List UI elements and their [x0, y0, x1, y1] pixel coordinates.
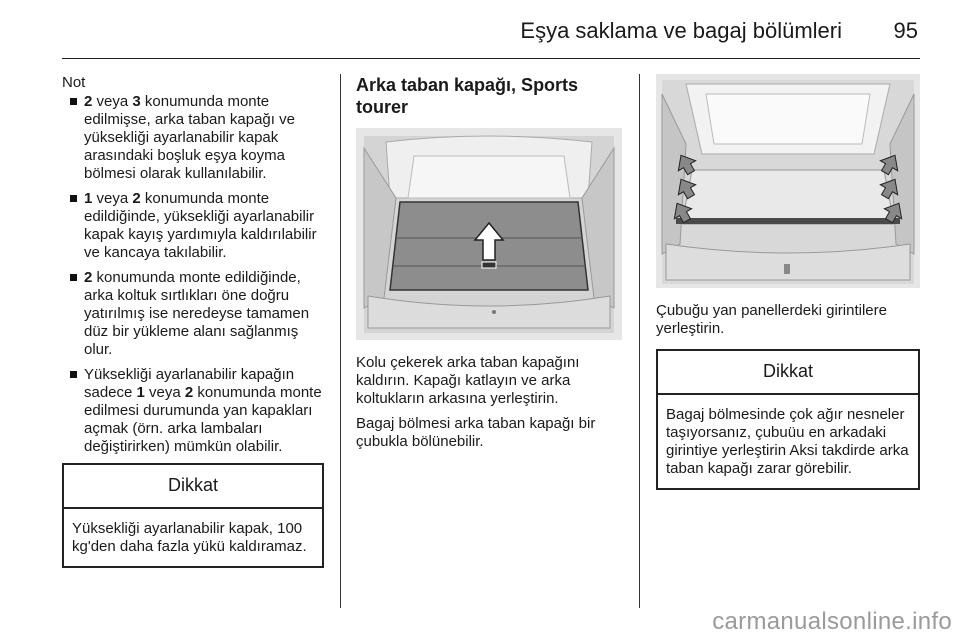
column-right: [656, 74, 920, 490]
page-number: 95: [893, 18, 918, 43]
note-label: Not: [62, 74, 86, 91]
column-divider: [639, 74, 640, 608]
paragraph: Bagaj bölmesi arka taban kapağı bir çubukla bölünebilir.: [356, 415, 596, 450]
caution-box: [656, 349, 920, 490]
section-heading: Arka taban kapağı, Sports tourer: [356, 75, 579, 117]
paragraph: Kolu çekerek arka taban kapağını kaldırın. Kapağı katlayın ve arka koltukların arkasına yerleştirin.: [356, 354, 580, 407]
list-item: Yüksekliği ayarlanabilir kapağın sadece 1 veya 2 konumunda monte edilmesi durumunda yan kapakları açmak (örn. arka lambaları değiştirirken) mümkün olabilir.: [62, 366, 324, 456]
page-title: Eşya saklama ve bagaj bölümleri: [520, 18, 842, 43]
trunk-divider-bar-illustration: [656, 74, 920, 288]
caution-box: [62, 463, 324, 568]
image-caption: Çubuğu yan panellerdeki girintilere yerleştirin.: [656, 302, 887, 337]
watermark: carmanualsonline.info: [712, 608, 952, 635]
bullet-square-icon: [70, 195, 77, 202]
bullet-square-icon: [70, 98, 77, 105]
caution-title: Dikkat: [658, 351, 918, 395]
column-middle: [356, 74, 622, 451]
note-list: [62, 93, 324, 456]
column-divider: [340, 74, 341, 608]
trunk-floor-illustration: [356, 128, 622, 340]
caution-text: Bagaj bölmesinde çok ağır nesneler taşıyorsanız, çubuüu en arkadaki girintiye yerleştirin Aksi takdirde arka taban kapağı zarar görebilir.: [666, 406, 909, 477]
list-item: 1 veya 2 konumunda monte edildiğinde, yüksekliği ayarlanabilir kapak kayış yardımıyla kaldırılabilir ve kancaya takılabilir.: [62, 190, 324, 262]
caution-title: Dikkat: [64, 465, 322, 509]
column-left: [62, 74, 324, 568]
bullet-square-icon: [70, 371, 77, 378]
page-header: [0, 0, 960, 60]
bullet-square-icon: [70, 274, 77, 281]
header-divider: [62, 58, 920, 59]
list-item: 2 veya 3 konumunda monte edilmişse, arka taban kapağı ve yüksekliği ayarlanabilir kapak arasındaki boşluk eşya koyma bölmesi olarak kullanılabilir.: [62, 93, 324, 183]
list-item: 2 konumunda monte edildiğinde, arka koltuk sırtlıkları öne doğru yatırılmış ise neredeyse tamamen düz bir yükleme alanı sağlanmış olur.: [62, 269, 324, 359]
caution-text: Yüksekliği ayarlanabilir kapak, 100 kg'den daha fazla yükü kaldıramaz.: [72, 520, 307, 555]
